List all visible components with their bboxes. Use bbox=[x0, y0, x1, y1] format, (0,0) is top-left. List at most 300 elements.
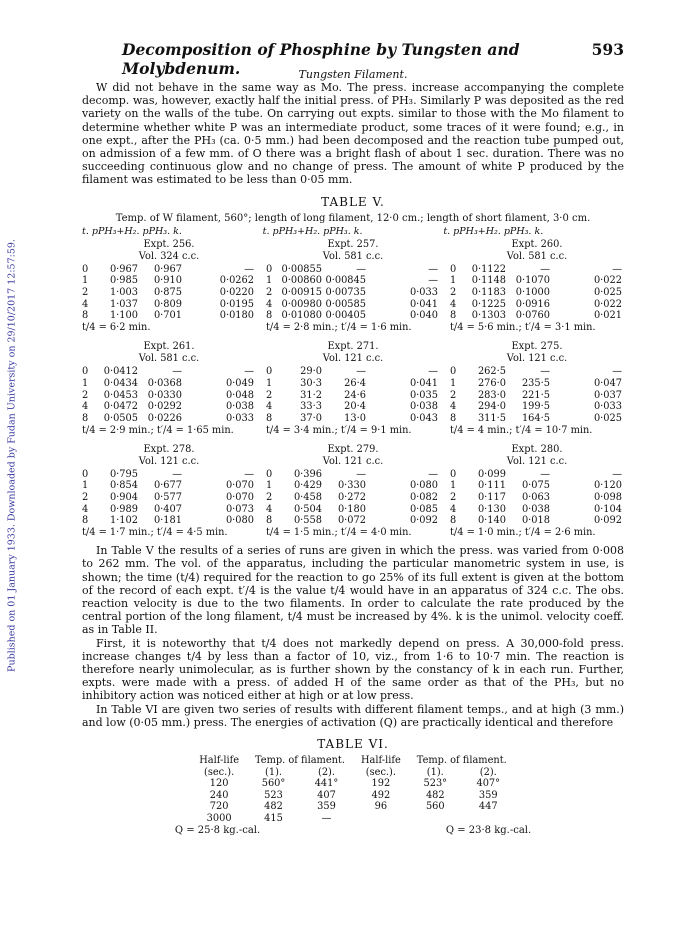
table-6-cell: 359 bbox=[317, 801, 336, 813]
table-6-cell bbox=[409, 813, 462, 825]
table-6-subheader: (2). bbox=[318, 766, 335, 778]
data-row bbox=[450, 401, 624, 413]
data-cell: 8 bbox=[82, 412, 89, 424]
paragraph-2: In Table V the results of a series of runs are given in which the press. was varied from 0·008 to 262 mm. The vol. of the apparatus, including the particular manometric system in use, is shown; the time (t/4) required for the reaction to go 25% of its full extent is given at the bottom of the record of each expt. t′/4 is the value t/4 would have in an apparatus of 324 c.c. The obs. reaction velocity is due to the two filaments. In order to calculate the rate produced by the central portion of the long filament, t/4 must be increased by 4%. k is the unimol. velocity coeff. as in Table II. bbox=[82, 544, 624, 637]
data-cell: 235·5 bbox=[521, 377, 550, 389]
data-row bbox=[82, 287, 256, 299]
experiment-volume: Vol. 121 c.c. bbox=[506, 455, 568, 467]
data-cell: 0·0292 bbox=[147, 401, 182, 413]
data-cell: — bbox=[244, 468, 254, 480]
data-cell: 0·0472 bbox=[103, 401, 138, 413]
data-cell: 0·130 bbox=[477, 503, 506, 515]
data-cell: 1 bbox=[266, 275, 273, 287]
data-cell: 0·040 bbox=[409, 310, 438, 322]
data-cell: 0·120 bbox=[593, 480, 622, 492]
data-cell: 4 bbox=[82, 503, 89, 515]
data-cell: 0·181 bbox=[153, 515, 182, 527]
table-6-cell: 560° bbox=[261, 778, 286, 790]
data-cell: 0·043 bbox=[409, 412, 438, 424]
data-cell: 0·0226 bbox=[147, 412, 182, 424]
experiment-title: Expt. 260. bbox=[511, 238, 563, 250]
data-cell: 13·0 bbox=[344, 412, 366, 424]
data-cell: 0·049 bbox=[225, 377, 254, 389]
data-cell: 0·092 bbox=[593, 515, 622, 527]
data-cell: 0·021 bbox=[593, 310, 622, 322]
data-cell: 0·085 bbox=[409, 503, 438, 515]
data-cell: 0 bbox=[266, 468, 273, 480]
data-cell: — bbox=[244, 263, 254, 275]
data-cell: 0·035 bbox=[409, 389, 438, 401]
data-row bbox=[82, 492, 256, 504]
experiment-volume: Vol. 121 c.c. bbox=[138, 455, 200, 467]
data-row bbox=[450, 480, 624, 492]
data-cell: 1 bbox=[82, 377, 89, 389]
data-cell: 0·033 bbox=[225, 412, 254, 424]
half-life-footer: t/4 = 6·2 min. bbox=[82, 322, 151, 334]
data-cell: 0·910 bbox=[153, 275, 182, 287]
table-6-header: Temp. of filament. bbox=[255, 755, 345, 767]
data-row bbox=[450, 264, 624, 276]
data-cell: 4 bbox=[450, 503, 457, 515]
experiment-title: Expt. 278. bbox=[143, 443, 195, 455]
data-cell: 0·1122 bbox=[471, 263, 506, 275]
data-cell: 0·063 bbox=[521, 492, 550, 504]
paragraph-4: In Table VI are given two series of results with different filament temps., and at high (3 mm.) and low (0·05 mm.) press. The energies of activation (Q) are practically identical and therefore bbox=[82, 702, 624, 729]
data-row bbox=[82, 264, 256, 276]
half-life-footer: t/4 = 1·5 min.; t′/4 = 4·0 min. bbox=[266, 527, 412, 539]
activation-energy-right: Q = 23·8 kg.-cal. bbox=[445, 825, 532, 837]
data-cell: — bbox=[428, 468, 438, 480]
download-watermark bbox=[2, 180, 16, 740]
data-cell: — bbox=[540, 468, 550, 480]
data-cell: 0·075 bbox=[521, 480, 550, 492]
data-cell: 0·047 bbox=[593, 377, 622, 389]
data-row bbox=[266, 515, 440, 527]
data-cell: 8 bbox=[82, 310, 89, 322]
table-6-cell: 192 bbox=[371, 778, 391, 790]
data-cell: — bbox=[428, 275, 438, 287]
data-cell: 0·038 bbox=[409, 401, 438, 413]
data-cell: 0 bbox=[266, 366, 273, 378]
section-subheading: Tungsten Filament. bbox=[298, 68, 408, 81]
data-cell: 0·140 bbox=[477, 515, 506, 527]
data-cell: 0·00585 bbox=[325, 298, 366, 310]
data-cell: 221·5 bbox=[521, 389, 550, 401]
data-cell: 8 bbox=[82, 515, 89, 527]
data-cell: 0·048 bbox=[225, 389, 254, 401]
data-cell: 1 bbox=[450, 275, 457, 287]
data-cell: 2 bbox=[450, 389, 457, 401]
table-6-cell: 120 bbox=[209, 778, 229, 790]
data-row bbox=[82, 390, 256, 402]
data-cell: 0·025 bbox=[593, 287, 622, 299]
data-cell: 26·4 bbox=[344, 377, 366, 389]
table-6-cell: 407° bbox=[476, 778, 501, 790]
table-6-cell: 447 bbox=[478, 801, 498, 813]
data-cell: 0·00405 bbox=[325, 310, 366, 322]
data-cell: — bbox=[540, 366, 550, 378]
data-cell: 0·854 bbox=[109, 480, 138, 492]
table-6-cell: — bbox=[321, 812, 332, 824]
data-cell: 0·070 bbox=[225, 480, 254, 492]
data-cell: 4 bbox=[450, 401, 457, 413]
data-row bbox=[82, 366, 256, 378]
table-6-cell bbox=[462, 813, 515, 825]
data-cell: 8 bbox=[266, 412, 273, 424]
experiment-title: Expt. 275. bbox=[511, 341, 563, 353]
data-cell: 0·025 bbox=[593, 412, 622, 424]
data-row bbox=[266, 390, 440, 402]
paragraph-1: W did not behave in the same way as Mo. The press. increase accompanying the complete decomp. was, however, exactly half the initial press. of PH₃. Similarly P was deposited as the red variety on the walls of the tube. On carrying out expts. similar to those with the Mo filament to determine whether white P was an intermediate product, some traces of it were found; e.g., in one expt., after the PH₃ (ca. 0·5 mm.) had been decomposed and the reaction tube pumped out, on admission of a few mm. of O there was a bright flash of about 1 sec. duration. There was no succeeding continuous glow and no change of press. The amount of white P produced by the filament was estimated to be less than 0·05 mm. bbox=[82, 81, 624, 187]
data-cell: — bbox=[356, 468, 366, 480]
data-cell: — bbox=[612, 263, 622, 275]
data-row bbox=[450, 504, 624, 516]
table-6-activation-energies bbox=[82, 825, 624, 836]
data-cell: 0·458 bbox=[293, 492, 322, 504]
half-life-footer: t/4 = 1·7 min.; t′/4 = 4·5 min. bbox=[82, 527, 228, 539]
data-cell: 0·00915 bbox=[281, 287, 322, 299]
data-cell: 0·041 bbox=[409, 298, 438, 310]
table-6-header: Half-life bbox=[361, 755, 401, 767]
column-header: t. pPH₃+H₂. pPH₃. k. bbox=[262, 225, 363, 237]
data-cell: 0·0180 bbox=[219, 310, 254, 322]
data-row bbox=[266, 264, 440, 276]
data-row bbox=[450, 413, 624, 425]
data-row bbox=[82, 299, 256, 311]
experiment-block bbox=[82, 442, 256, 540]
table-6-cell: 96 bbox=[374, 801, 388, 813]
data-cell: 0·1070 bbox=[515, 275, 550, 287]
data-row bbox=[82, 378, 256, 390]
table-6-header: Temp. of filament. bbox=[416, 755, 507, 767]
data-cell: 0·072 bbox=[337, 515, 366, 527]
experiment-block bbox=[450, 339, 624, 437]
data-cell: 0·0505 bbox=[103, 412, 138, 424]
experiment-block bbox=[82, 237, 256, 335]
table-6-cell: 240 bbox=[209, 789, 229, 801]
data-cell: 0·00845 bbox=[325, 275, 366, 287]
data-row bbox=[266, 378, 440, 390]
experiment-title: Expt. 279. bbox=[327, 443, 379, 455]
data-cell: 0·0434 bbox=[103, 377, 138, 389]
experiment-title: Expt. 280. bbox=[511, 443, 563, 455]
table-6-cell: 482 bbox=[425, 789, 445, 801]
page-number: 593 bbox=[591, 40, 624, 59]
table-6-header: Half-life bbox=[199, 755, 240, 767]
data-cell: 0·033 bbox=[409, 287, 438, 299]
data-row bbox=[450, 299, 624, 311]
data-cell: 0·272 bbox=[337, 492, 366, 504]
table-6-cell: 415 bbox=[264, 812, 283, 824]
data-cell: 294·0 bbox=[477, 401, 506, 413]
data-cell: 4 bbox=[266, 401, 273, 413]
data-cell: — bbox=[540, 263, 550, 275]
data-row bbox=[82, 469, 256, 481]
data-cell: 2 bbox=[450, 492, 457, 504]
data-cell: 0·429 bbox=[293, 480, 322, 492]
data-cell: 8 bbox=[450, 412, 457, 424]
data-cell: 0 bbox=[450, 468, 457, 480]
data-cell: 0·396 bbox=[293, 468, 322, 480]
data-cell: 8 bbox=[450, 310, 457, 322]
data-cell: 2 bbox=[266, 389, 273, 401]
data-cell: 0·1225 bbox=[471, 298, 506, 310]
table-6-subheader: (sec.). bbox=[365, 766, 396, 778]
data-cell: 4 bbox=[82, 298, 89, 310]
data-cell: 0·073 bbox=[225, 503, 254, 515]
data-row bbox=[82, 401, 256, 413]
experiment-block bbox=[266, 339, 440, 437]
data-cell: 24·6 bbox=[344, 389, 366, 401]
data-row bbox=[450, 287, 624, 299]
data-cell: 33·3 bbox=[300, 401, 322, 413]
column-header: t. pPH₃+H₂. pPH₃. k. bbox=[443, 225, 544, 237]
data-cell: 2 bbox=[450, 287, 457, 299]
data-cell: 0 bbox=[82, 263, 89, 275]
data-row bbox=[450, 492, 624, 504]
data-cell: 2 bbox=[82, 492, 89, 504]
data-cell: 0·098 bbox=[593, 492, 622, 504]
data-row bbox=[266, 287, 440, 299]
experiment-block bbox=[266, 442, 440, 540]
data-cell: 0·117 bbox=[477, 492, 506, 504]
data-cell: 0·00855 bbox=[281, 263, 322, 275]
data-cell: 0·967 bbox=[153, 263, 182, 275]
table-6-row bbox=[191, 790, 515, 802]
experiment-title: Expt. 256. bbox=[143, 238, 195, 250]
table-6-cell: 359 bbox=[478, 789, 498, 801]
data-cell: — bbox=[612, 468, 622, 480]
experiment-volume: Vol. 324 c.c. bbox=[138, 250, 200, 262]
data-row bbox=[82, 504, 256, 516]
data-cell: 0·092 bbox=[409, 515, 438, 527]
data-row bbox=[450, 515, 624, 527]
data-cell: 0·904 bbox=[109, 492, 138, 504]
table-6-cell: 560 bbox=[425, 801, 445, 813]
data-cell: 0·180 bbox=[337, 503, 366, 515]
data-cell: 2 bbox=[266, 287, 273, 299]
experiment-title: Expt. 261. bbox=[143, 341, 195, 353]
table-6-row bbox=[191, 778, 515, 790]
data-cell: 2 bbox=[266, 492, 273, 504]
table-6-cell: 523 bbox=[264, 789, 283, 801]
data-cell: 0·018 bbox=[521, 515, 550, 527]
data-cell: 0·00860 bbox=[281, 275, 322, 287]
data-cell: 1·037 bbox=[109, 298, 138, 310]
data-cell: 0·407 bbox=[153, 503, 182, 515]
data-cell: 0·038 bbox=[225, 401, 254, 413]
experiment-volume: Vol. 581 c.c. bbox=[322, 250, 384, 262]
table-6-row bbox=[191, 813, 515, 825]
data-cell: — bbox=[428, 366, 438, 378]
data-cell: 4 bbox=[266, 503, 273, 515]
experiment-volume: Vol. 581 c.c. bbox=[138, 353, 200, 365]
experiment-row bbox=[82, 339, 624, 437]
data-cell: 199·5 bbox=[521, 401, 550, 413]
table-6-header-row bbox=[191, 767, 515, 779]
data-cell: 0·504 bbox=[293, 503, 322, 515]
data-cell: 0·041 bbox=[409, 377, 438, 389]
data-cell: 0·022 bbox=[593, 298, 622, 310]
data-cell: — bbox=[172, 468, 182, 480]
data-row bbox=[266, 310, 440, 322]
data-cell: 0·967 bbox=[109, 263, 138, 275]
data-cell: 0·104 bbox=[593, 503, 622, 515]
paper-page bbox=[82, 40, 624, 836]
data-row bbox=[450, 378, 624, 390]
data-cell: 4 bbox=[82, 401, 89, 413]
data-cell: 0·070 bbox=[225, 492, 254, 504]
data-cell: 1 bbox=[450, 377, 457, 389]
data-cell: 311·5 bbox=[477, 412, 506, 424]
data-cell: 29·0 bbox=[300, 366, 322, 378]
half-life-footer: t/4 = 4 min.; t′/4 = 10·7 min. bbox=[450, 424, 593, 436]
data-cell: 1 bbox=[266, 480, 273, 492]
data-row bbox=[266, 504, 440, 516]
table-6-header-row bbox=[191, 755, 515, 767]
data-cell: 283·0 bbox=[477, 389, 506, 401]
experiment-row bbox=[82, 237, 624, 335]
data-cell: 2 bbox=[82, 287, 89, 299]
data-cell: 0·809 bbox=[153, 298, 182, 310]
data-cell: 0·1303 bbox=[471, 310, 506, 322]
data-cell: — bbox=[612, 366, 622, 378]
data-cell: 0·875 bbox=[153, 287, 182, 299]
data-cell: 0·330 bbox=[337, 480, 366, 492]
data-cell: — bbox=[172, 366, 182, 378]
half-life-footer: t/4 = 2·8 min.; t′/4 = 1·6 min. bbox=[266, 322, 412, 334]
half-life-footer: t/4 = 5·6 min.; t′/4 = 3·1 min. bbox=[450, 322, 596, 334]
data-row bbox=[450, 469, 624, 481]
column-header: t. pPH₃+H₂. pPH₃. k. bbox=[82, 225, 182, 237]
data-row bbox=[266, 366, 440, 378]
experiment-volume: Vol. 121 c.c. bbox=[322, 455, 384, 467]
table-5 bbox=[82, 237, 624, 540]
data-cell: 1·003 bbox=[109, 287, 138, 299]
data-row bbox=[266, 469, 440, 481]
data-cell: — bbox=[244, 366, 254, 378]
data-cell: 1·100 bbox=[109, 310, 138, 322]
experiment-row bbox=[82, 442, 624, 540]
data-row bbox=[82, 515, 256, 527]
data-cell: 1 bbox=[266, 377, 273, 389]
data-cell: 0 bbox=[82, 366, 89, 378]
data-cell: 0·080 bbox=[409, 480, 438, 492]
download-watermark-text: Published on 01 January 1933. Downloaded by Fudan University on 29/10/2017 12:57:59. bbox=[6, 239, 18, 672]
data-cell: 0·795 bbox=[109, 468, 138, 480]
data-cell: 0·0453 bbox=[103, 389, 138, 401]
experiment-volume: Vol. 581 c.c. bbox=[506, 250, 568, 262]
data-cell: 0·1148 bbox=[471, 275, 506, 287]
data-cell: 0·0916 bbox=[515, 298, 550, 310]
data-cell: 0·00735 bbox=[325, 287, 366, 299]
activation-energy-left: Q = 25·8 kg.-cal. bbox=[174, 825, 261, 837]
data-cell: 0·0220 bbox=[219, 287, 254, 299]
table-6-subheader: (sec.). bbox=[204, 766, 235, 778]
data-cell: 1·102 bbox=[109, 515, 138, 527]
data-cell: 0·01080 bbox=[281, 310, 322, 322]
data-cell: 1 bbox=[82, 480, 89, 492]
experiment-volume: Vol. 121 c.c. bbox=[322, 353, 384, 365]
half-life-footer: t/4 = 3·4 min.; t′/4 = 9·1 min. bbox=[266, 424, 412, 436]
data-cell: 262·5 bbox=[477, 366, 506, 378]
experiment-block bbox=[82, 339, 256, 437]
data-row bbox=[82, 310, 256, 322]
table-6-cell: 3000 bbox=[206, 812, 232, 824]
data-cell: 1 bbox=[82, 275, 89, 287]
data-cell: 4 bbox=[450, 298, 457, 310]
data-cell: 0 bbox=[82, 468, 89, 480]
data-cell: 20·4 bbox=[344, 401, 366, 413]
data-row bbox=[82, 413, 256, 425]
data-cell: 8 bbox=[266, 310, 273, 322]
data-cell: 0·00980 bbox=[281, 298, 322, 310]
data-cell: 30·3 bbox=[300, 377, 322, 389]
data-cell: 2 bbox=[82, 389, 89, 401]
data-row bbox=[266, 413, 440, 425]
half-life-footer: t/4 = 2·9 min.; t′/4 = 1·65 min. bbox=[82, 424, 234, 436]
data-cell: 1 bbox=[450, 480, 457, 492]
running-title: Decomposition of Phosphine by Tungsten and Molybdenum. bbox=[122, 40, 520, 78]
data-cell: — bbox=[356, 263, 366, 275]
table-6-cell: 482 bbox=[264, 801, 283, 813]
data-cell: 0·0412 bbox=[103, 366, 138, 378]
data-cell: 0·558 bbox=[293, 515, 322, 527]
data-row bbox=[266, 401, 440, 413]
table-6-subheader: (1). bbox=[426, 766, 444, 778]
table-6-caption: TABLE VI. bbox=[317, 737, 389, 752]
data-row bbox=[450, 366, 624, 378]
experiment-block bbox=[450, 442, 624, 540]
table-6-row bbox=[191, 801, 515, 813]
data-cell: 0·082 bbox=[409, 492, 438, 504]
table-5-column-headers bbox=[82, 226, 624, 237]
data-cell: 0·111 bbox=[477, 480, 506, 492]
data-cell: — bbox=[428, 263, 438, 275]
data-cell: 0·033 bbox=[593, 401, 622, 413]
data-cell: 37·0 bbox=[300, 412, 322, 424]
data-cell: 0·1000 bbox=[515, 287, 550, 299]
table-5-note: Temp. of W filament, 560°; length of long filament, 12·0 cm.; length of short filament, 3·0 cm. bbox=[115, 212, 591, 224]
data-cell: 4 bbox=[266, 298, 273, 310]
table-6-cell bbox=[353, 813, 409, 825]
data-cell: 0·0760 bbox=[515, 310, 550, 322]
data-row bbox=[266, 299, 440, 311]
data-cell: 0·0195 bbox=[219, 298, 254, 310]
data-row bbox=[266, 275, 440, 287]
data-cell: 0·037 bbox=[593, 389, 622, 401]
data-cell: 0·677 bbox=[153, 480, 182, 492]
data-row bbox=[450, 310, 624, 322]
half-life-footer: t/4 = 1·0 min.; t′/4 = 2·6 min. bbox=[450, 527, 596, 539]
table-6-cell: 720 bbox=[209, 801, 229, 813]
data-cell: 0·080 bbox=[225, 515, 254, 527]
data-cell: 0·099 bbox=[477, 468, 506, 480]
experiment-block bbox=[266, 237, 440, 335]
experiment-block bbox=[450, 237, 624, 335]
table-6-subheader: (2). bbox=[479, 766, 497, 778]
data-cell: — bbox=[356, 366, 366, 378]
data-cell: 0·022 bbox=[593, 275, 622, 287]
paragraph-3: First, it is noteworthy that t/4 does not markedly depend on press. A 30,000-fold press. increase changes t/4 by less than a factor of 10, viz., from 1·6 to 10·7 min. The reaction is therefore nearly unimolecular, as is further shown by the constancy of k in each run. Further, expts. were made with a press. of added H of the same order as that of the PH₃, but no inhibitory action was noticed either at high or at low press. bbox=[82, 636, 624, 703]
data-cell: 164·5 bbox=[521, 412, 550, 424]
data-row bbox=[450, 390, 624, 402]
experiment-volume: Vol. 121 c.c. bbox=[506, 353, 568, 365]
table-6-cell: 407 bbox=[317, 789, 336, 801]
table-6 bbox=[191, 755, 515, 824]
data-cell: 0·1183 bbox=[471, 287, 506, 299]
data-row bbox=[266, 492, 440, 504]
